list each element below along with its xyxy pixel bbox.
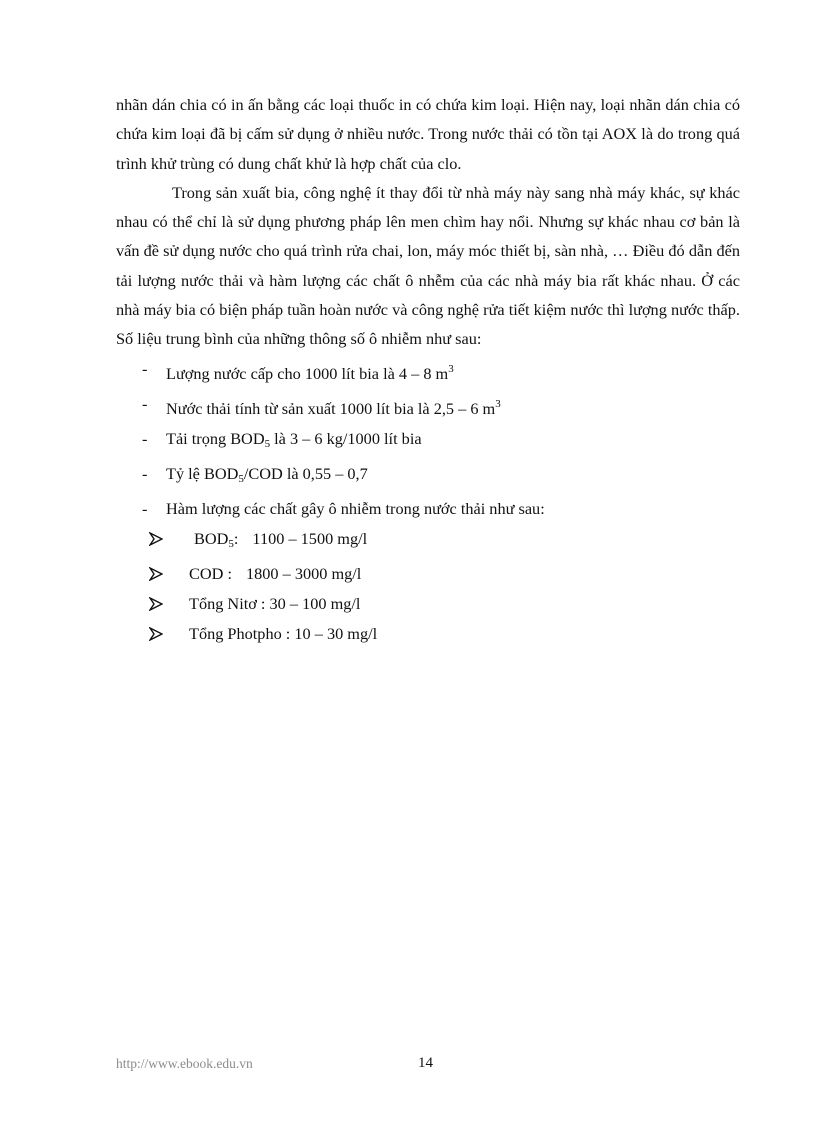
paragraph-aox: nhãn dán chia có in ấn bằng các loại thuốc in có chứa kim loại. Hiện nay, loại nhãn dán chia có chứa kim loại đã bị cấm sử dụng ở nhiều nước. Trong nước thải có tồn tại AOX là do trong quá trình khử trùng có dung chất khử là hợp chất của clo. [116,95,740,173]
list-item-text: Tải trọng BOD [166,428,265,448]
pollutant-value: 1800 – 3000 mg/l [245,563,362,583]
pollutant-name: BOD [194,528,229,548]
pollutant-text: Tổng Photpho : 10 – 30 mg/l [189,623,378,643]
dash-bullet: - [142,428,148,448]
list-item-bod-cod-ratio [116,459,740,494]
arrow-bullet-icon [149,567,163,581]
list-item-text: /COD là 0,55 – 0,7 [243,463,368,483]
list-item-text: Hàm lượng các chất gây ô nhiễm trong nước thải như sau: [166,498,545,518]
pollutant-name: COD : [189,563,232,583]
superscript: 3 [495,397,501,410]
pollutant-separator: : [233,528,239,548]
list-item-water-supply [116,354,740,389]
pollutant-item-nitrogen [116,589,740,619]
list-item-text: Tỷ lệ BOD [166,463,239,483]
pollutant-item-bod [116,524,740,559]
paragraph-beer-production: Trong sản xuất bia, công nghệ ít thay đổi từ nhà máy này sang nhà máy khác, sự khác nhau có thể chỉ là sử dụng phương pháp lên men chìm hay nổi. Nhưng sự khác nhau cơ bản là vấn đề sử dụng nước cho quá trình rửa chai, lon, máy móc thiết bị, sàn nhà, … Điều đó dẫn đến tải lượng nước thải và hàm lượng các chất ô nhễm của các nhà máy bia rất khác nhau. Ở các nhà máy bia có biện pháp tuần hoàn nước và công nghệ rửa tiết kiệm nước thì lượng nước thấp. Số liệu trung bình của những thông số ô nhiễm như sau: [116,182,740,349]
arrow-bullet-icon [149,627,163,641]
list-item-text: là 3 – 6 kg/1000 lít bia [270,428,422,448]
pollution-parameter-list [116,354,740,524]
arrow-bullet-icon [149,597,163,611]
arrow-bullet-icon [149,532,163,546]
pollutant-values-list [116,524,740,649]
list-item-text: Lượng nước cấp cho 1000 lít bia là 4 – 8 m [166,363,449,383]
subscript: 5 [228,537,234,550]
dash-bullet: - [142,393,148,413]
dash-bullet: - [142,463,148,483]
pollutant-value: 1100 – 1500 mg/l [252,528,368,548]
dash-bullet: - [142,358,148,378]
pollutant-item-cod [116,559,740,589]
dash-bullet: - [142,498,148,518]
document-body [116,90,740,649]
pollutant-item-phosphorus [116,619,740,649]
list-item-bod-load [116,424,740,459]
pollutant-text: Tổng Nitơ : 30 – 100 mg/l [189,593,361,613]
list-item-text: Nước thải tính từ sản xuất 1000 lít bia là 2,5 – 6 m [166,398,496,418]
list-item-pollutant-content [116,494,740,524]
subscript: 5 [264,437,271,450]
subscript: 5 [238,472,244,485]
list-item-wastewater [116,389,740,424]
page-number: 14 [418,1055,433,1071]
superscript: 3 [448,362,454,375]
footer-url: http://www.ebook.edu.vn [116,1056,253,1071]
